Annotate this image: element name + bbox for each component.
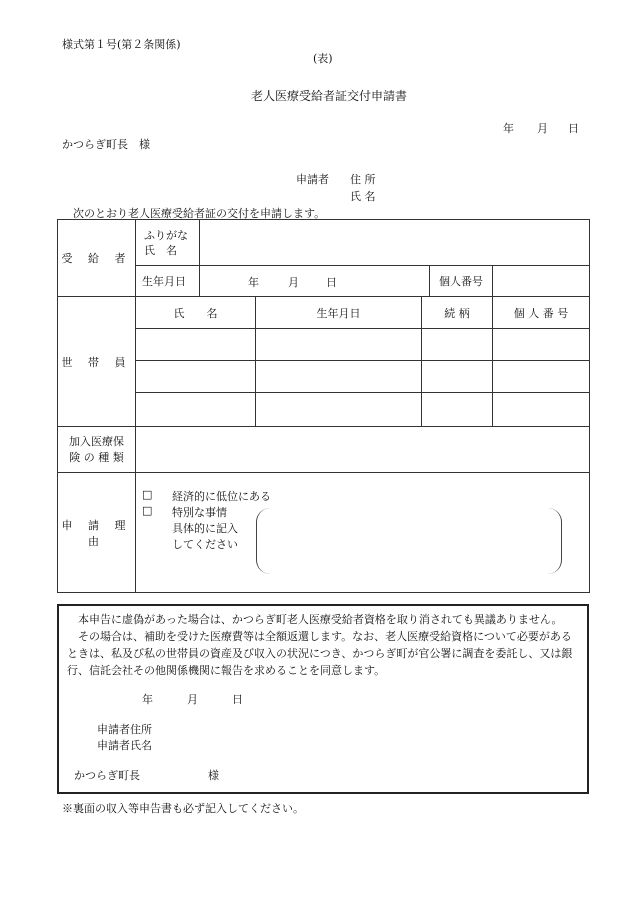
recipient-birth-field[interactable] — [200, 266, 430, 297]
reason-checkbox-economic[interactable]: □ — [142, 488, 153, 501]
household-relation-field[interactable] — [422, 361, 493, 393]
applicant-address-label: 住 所 — [350, 173, 376, 186]
household-id-field[interactable] — [493, 329, 590, 361]
household-id-field[interactable] — [493, 361, 590, 393]
reason-checkbox-special[interactable]: □ — [142, 504, 153, 517]
household-birth-field[interactable] — [256, 361, 422, 393]
household-label: 世 帯 員 — [58, 297, 136, 427]
birth-month-unit: 月 — [288, 276, 299, 289]
birth-year-unit: 年 — [248, 276, 259, 289]
household-id-field[interactable] — [493, 393, 590, 427]
declaration-applicant-name: 申請者氏名 — [97, 739, 152, 752]
applicant-label: 申請者 — [296, 173, 329, 186]
addressee: かつらぎ町長 様 — [62, 138, 150, 151]
birth-day-unit: 日 — [326, 276, 337, 289]
page-title: 老人医療受給者証交付申請書 — [251, 89, 408, 103]
id-number-label: 個人番号 — [430, 266, 493, 297]
insurance-label-line1: 加入医療保 — [69, 434, 124, 448]
declaration-date-year: 年 — [142, 693, 153, 706]
form-number: 様式第１号(第２条関係) — [62, 38, 181, 51]
household-header-name: 氏 名 — [136, 297, 256, 329]
declaration-honorific: 様 — [208, 769, 219, 782]
household-name-field[interactable] — [136, 329, 256, 361]
name-label: 氏 名 — [144, 243, 177, 257]
household-header-birth: 生年月日 — [256, 297, 422, 329]
side-label: (表) — [313, 52, 333, 65]
reason-option-economic: 経済的に低位にある — [172, 490, 271, 503]
furigana-name-cell — [136, 220, 200, 266]
declaration-date-month: 月 — [187, 693, 198, 706]
footnote: ※裏面の収入等申告書も必ず記入してください。 — [62, 802, 304, 815]
declaration-date-day: 日 — [232, 693, 243, 706]
household-header-relation: 続 柄 — [422, 297, 493, 329]
insurance-label-cell — [58, 427, 136, 473]
date-month: 月 — [537, 122, 548, 135]
declaration-line1: 本申告に虚偽があった場合は、かつらぎ町老人医療受給者資格を取り消されても異議ありません。 — [78, 613, 563, 626]
declaration-addressee: かつらぎ町長 — [74, 769, 140, 782]
declaration-applicant-address: 申請者住所 — [97, 723, 152, 736]
applicant-name-label: 氏 名 — [350, 190, 376, 203]
household-name-field[interactable] — [136, 393, 256, 427]
household-birth-field[interactable] — [256, 329, 422, 361]
date-year: 年 — [503, 122, 514, 135]
declaration-box — [57, 604, 589, 794]
reason-note-line1: 具体的に記入 — [172, 522, 238, 535]
declaration-line2: その場合は、補助を受けた医療費等は全額返還します。なお、老人医療受給資格について必要があるときは、私及び私の世帯員の資産及び収入の状況につき、かつらぎ町が官公署に調査を委託し、又は銀行、信託会社その他関係機関に報告を求めることを同意します。 — [67, 630, 573, 677]
recipient-name-field[interactable] — [200, 220, 590, 266]
date-day: 日 — [568, 122, 579, 135]
reason-label: 申 請 理 由 — [58, 473, 136, 593]
recipient-label: 受 給 者 — [58, 220, 136, 297]
household-relation-field[interactable] — [422, 329, 493, 361]
reason-detail-field[interactable] — [256, 508, 562, 574]
reason-note-line2: してください — [172, 538, 238, 551]
household-name-field[interactable] — [136, 361, 256, 393]
recipient-id-field[interactable] — [493, 266, 590, 297]
household-header-id: 個 人 番 号 — [493, 297, 590, 329]
insurance-type-field[interactable] — [136, 427, 590, 473]
insurance-label-line2: 険 の 種 類 — [69, 450, 124, 464]
household-birth-field[interactable] — [256, 393, 422, 427]
intro-text: 次のとおり老人医療受給者証の交付を申請します。 — [73, 207, 326, 220]
birth-label: 生年月日 — [136, 266, 200, 297]
reason-option-special: 特別な事情 — [172, 506, 227, 519]
furigana-label: ふりがな — [144, 228, 188, 242]
household-relation-field[interactable] — [422, 393, 493, 427]
